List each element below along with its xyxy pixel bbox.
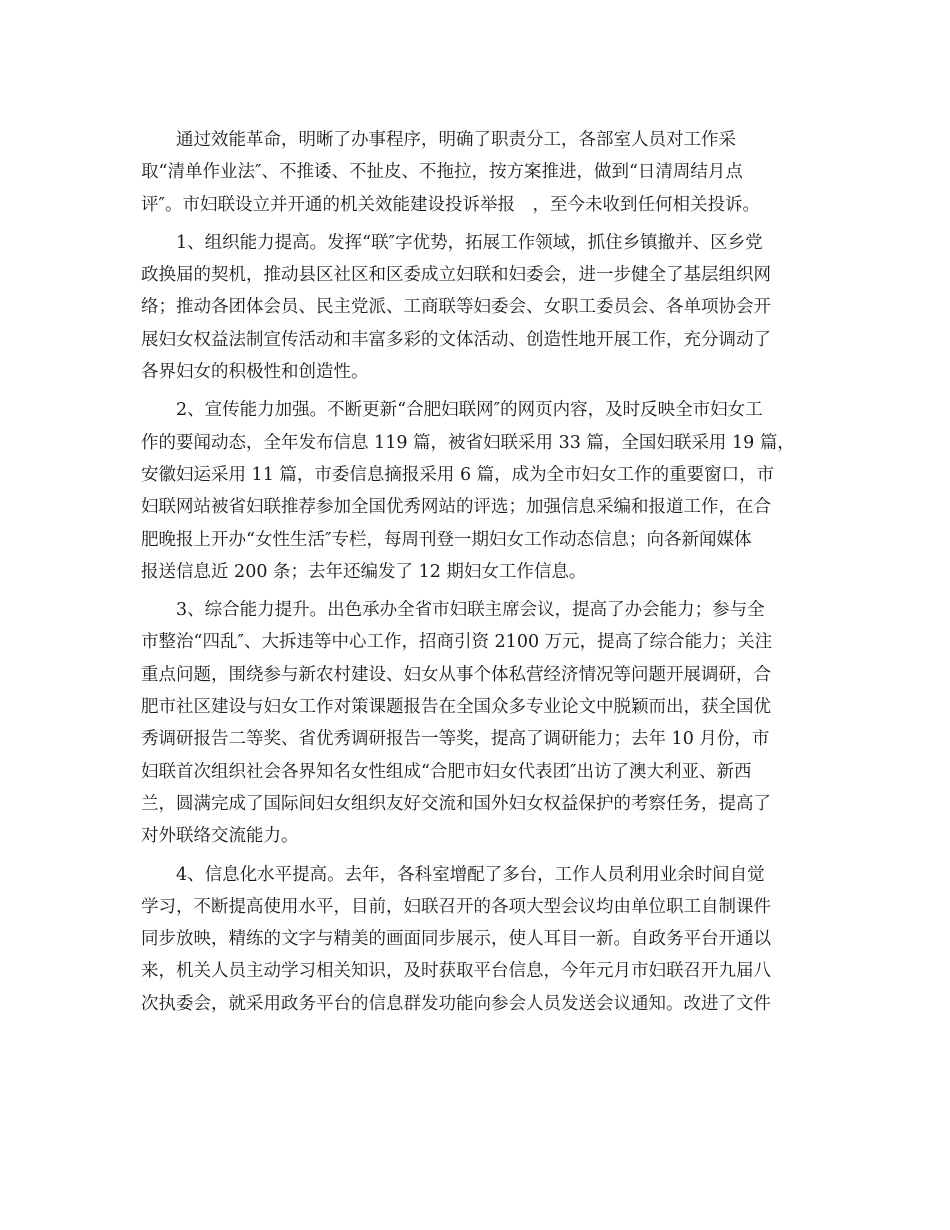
text-line: 秀调研报告二等奖、省优秀调研报告一等奖，提高了调研能力；去年 10 月份，市 <box>141 729 770 750</box>
text-line: 1、组织能力提高。发挥“联″字优势，拓展工作领域，抓住乡镇撤并、区乡党 <box>176 232 763 253</box>
paragraph-item-1 <box>141 227 811 388</box>
text-line: 妇联网站被省妇联推荐参加全国优秀网站的评选；加强信息采编和报道工作，在合 <box>141 497 771 518</box>
text-line: 评″。市妇联设立并开通的机关效能建设投诉举报 ，至今未收到任何相关投诉。 <box>141 194 761 215</box>
paragraph-item-4 <box>141 859 811 1020</box>
text-line: 各界妇女的积极性和创造性。 <box>141 362 369 383</box>
text-line: 安徽妇运采用 11 篇，市委信息摘报采用 6 篇，成为全市妇女工作的重要窗口，市 <box>141 464 775 485</box>
text-line: 2、宣传能力加强。不断更新“合肥妇联网″的网页内容，及时反映全市妇女工 <box>176 400 763 421</box>
text-line: 兰，圆满完成了国际间妇女组织友好交流和国外妇女权益保护的考察任务，提高了 <box>141 793 771 814</box>
text-line: 妇联首次组织社会各界知名女性组成“合肥市妇女代表团″出访了澳大利亚、新西 <box>141 761 752 782</box>
text-line: 4、信息化水平提高。去年，各科室增配了多台，工作人员利用业余时间自觉 <box>176 864 765 885</box>
text-line: 对外联络交流能力。 <box>141 826 299 847</box>
paragraph-intro <box>141 124 811 221</box>
document-body <box>141 124 811 1020</box>
text-line: 作的要闻动态，全年发布信息 119 篇，被省妇联采用 33 篇，全国妇联采用 19 篇， <box>141 432 795 453</box>
text-line: 取“清单作业法″、不推诿、不扯皮、不拖拉，按方案推进，做到“日清周结月点 <box>141 162 743 183</box>
paragraph-item-2 <box>141 394 811 588</box>
text-line: 重点问题，围绕参与新农村建设、妇女从事个体私营经济情况等问题开展调研，合 <box>141 664 771 685</box>
text-line: 肥市社区建设与妇女工作对策课题报告在全国众多专业论文中脱颖而出，获全国优 <box>141 697 771 718</box>
text-line: 次执委会，就采用政务平台的信息群发功能向参会人员发送会议通知。改进了文件 <box>141 993 771 1014</box>
text-line: 同步放映，精练的文字与精美的画面同步展示，使人耳目一新。自政务平台开通以 <box>141 929 771 950</box>
text-line: 报送信息近 200 条；去年还编发了 12 期妇女工作信息。 <box>141 561 587 582</box>
text-line: 3、综合能力提升。出色承办全省市妇联主席会议，提高了办会能力；参与全 <box>176 600 765 621</box>
paragraph-item-3 <box>141 594 811 852</box>
text-line: 络；推动各团体会员、民主党派、工商联等妇委会、女职工委员会、各单项协会开 <box>141 297 771 318</box>
text-line: 通过效能革命，明晰了办事程序，明确了职责分工，各部室人员对工作采 <box>176 130 736 150</box>
text-line: 肥晚报上开办“女性生活″专栏，每周刊登一期妇女工作动态信息；向各新闻媒体 <box>141 529 752 550</box>
text-line: 展妇女权益法制宣传活动和丰富多彩的文体活动、创造性地开展工作，充分调动了 <box>141 329 771 350</box>
text-line: 学习，不断提高使用水平，目前，妇联召开的各项大型会议均由单位职工自制课件 <box>141 896 771 917</box>
text-line: 来，机关人员主动学习相关知识，及时获取平台信息，今年元月市妇联召开九届八 <box>141 961 771 982</box>
text-line: 市整治“四乱″、大拆违等中心工作，招商引资 2100 万元，提高了综合能力；关注 <box>141 632 773 653</box>
text-line: 政换届的契机，推动县区社区和区委成立妇联和妇委会，进一步健全了基层组织网 <box>141 265 771 286</box>
